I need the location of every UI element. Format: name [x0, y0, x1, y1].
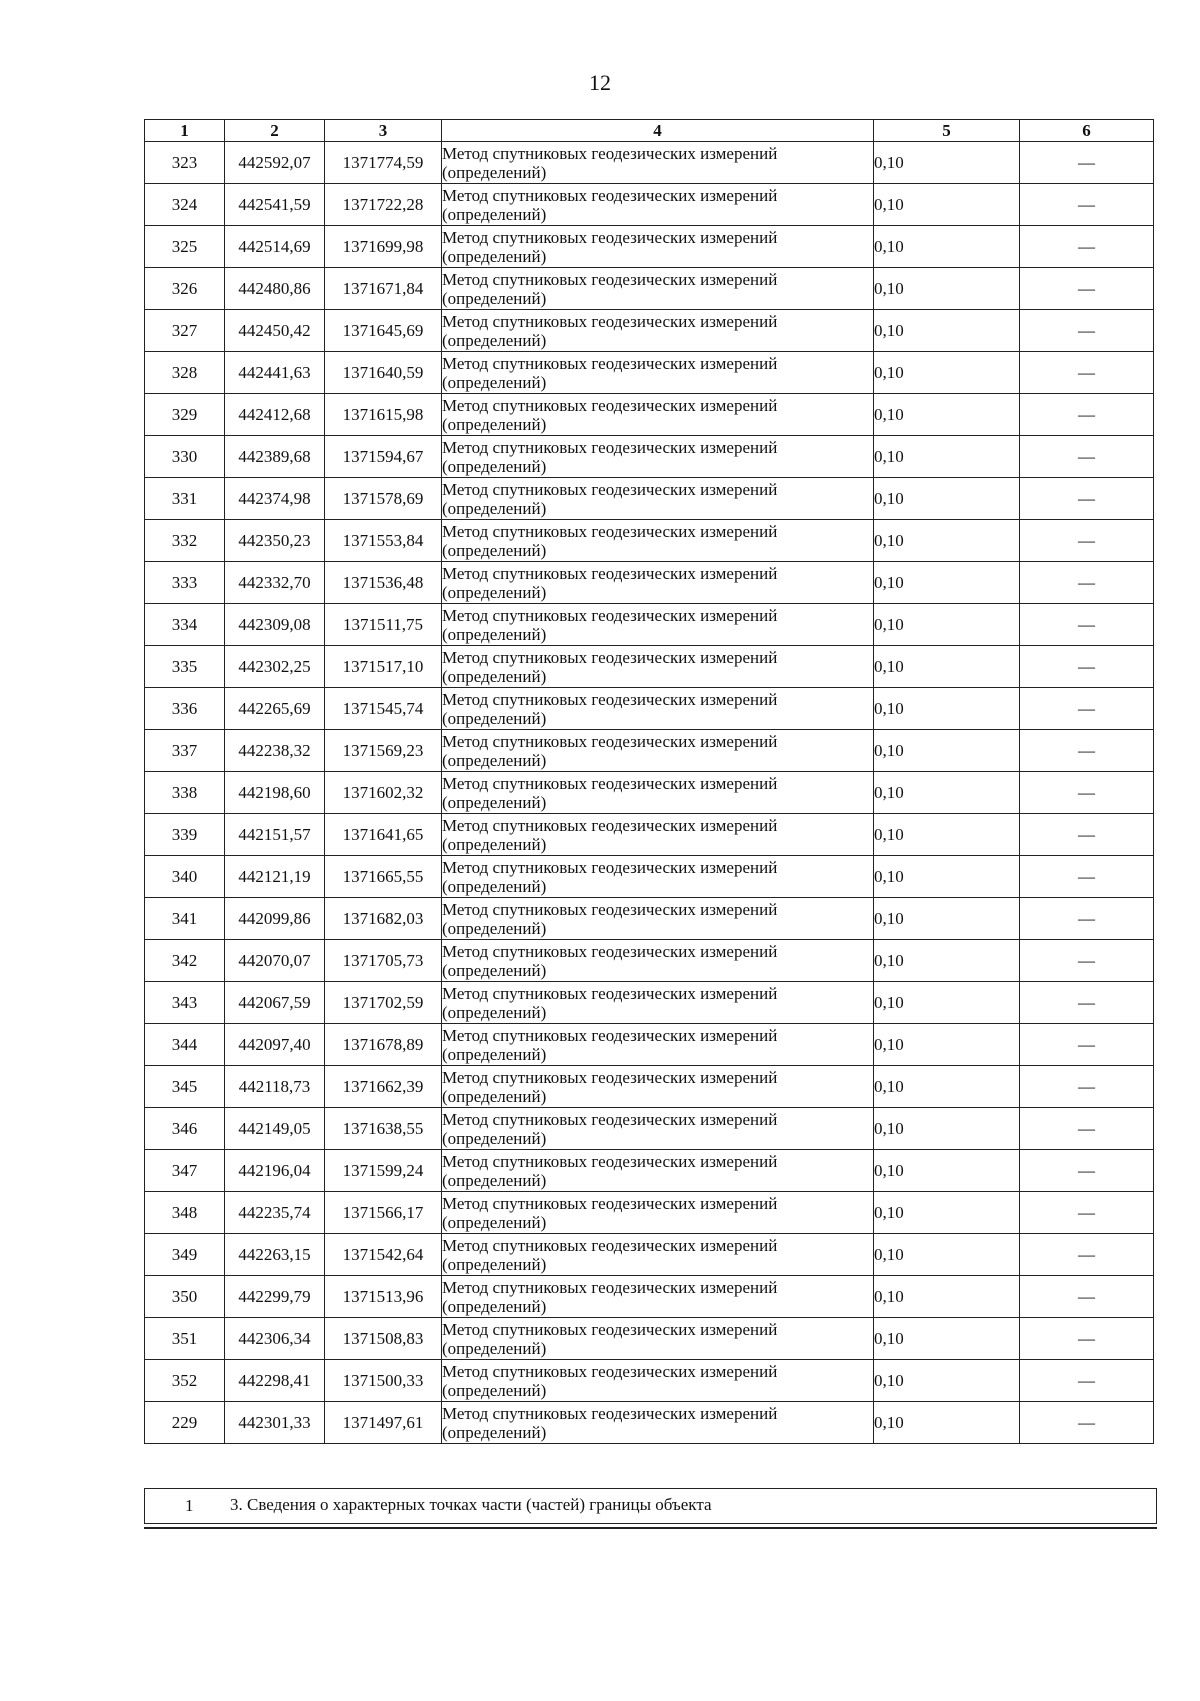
- method-cell: [442, 1234, 874, 1276]
- coordinates-table: [144, 119, 1154, 1444]
- method-line-1: Метод спутниковых геодезических измерений: [442, 605, 778, 625]
- table-row: [145, 898, 1154, 940]
- y-coordinate-cell: 1371678,89: [325, 1024, 442, 1066]
- method-line-1: Метод спутниковых геодезических измерений: [442, 1109, 778, 1129]
- table-row: [145, 982, 1154, 1024]
- method-cell: [442, 268, 874, 310]
- table-row: [145, 1276, 1154, 1318]
- point-number-cell: 351: [145, 1318, 225, 1360]
- point-number-cell: 348: [145, 1192, 225, 1234]
- y-coordinate-cell: 1371662,39: [325, 1066, 442, 1108]
- x-coordinate-cell: 442198,60: [225, 772, 325, 814]
- table-row: [145, 1150, 1154, 1192]
- method-line-2: (определений): [442, 162, 547, 182]
- method-line-2: (определений): [442, 498, 547, 518]
- accuracy-cell: 0,10: [874, 940, 1020, 982]
- description-cell: —: [1020, 436, 1154, 478]
- y-coordinate-cell: 1371511,75: [325, 604, 442, 646]
- table-row: [145, 856, 1154, 898]
- description-cell: —: [1020, 142, 1154, 184]
- x-coordinate-cell: 442441,63: [225, 352, 325, 394]
- description-cell: —: [1020, 1318, 1154, 1360]
- table-row: [145, 1402, 1154, 1444]
- method-line-2: (определений): [442, 1170, 547, 1190]
- method-line-2: (определений): [442, 1044, 547, 1064]
- description-cell: —: [1020, 982, 1154, 1024]
- method-line-1: Метод спутниковых геодезических измерений: [442, 185, 778, 205]
- method-line-1: Метод спутниковых геодезических измерений: [442, 1319, 778, 1339]
- method-line-1: Метод спутниковых геодезических измерений: [442, 941, 778, 961]
- method-cell: [442, 520, 874, 562]
- y-coordinate-cell: 1371536,48: [325, 562, 442, 604]
- method-line-2: (определений): [442, 246, 547, 266]
- column-header-3: 3: [325, 120, 442, 142]
- x-coordinate-cell: 442592,07: [225, 142, 325, 184]
- description-cell: —: [1020, 184, 1154, 226]
- method-line-2: (определений): [442, 1254, 547, 1274]
- point-number-cell: 324: [145, 184, 225, 226]
- y-coordinate-cell: 1371641,65: [325, 814, 442, 856]
- method-cell: [442, 1360, 874, 1402]
- table-row: [145, 436, 1154, 478]
- x-coordinate-cell: 442238,32: [225, 730, 325, 772]
- method-line-1: Метод спутниковых геодезических измерений: [442, 269, 778, 289]
- description-cell: —: [1020, 478, 1154, 520]
- y-coordinate-cell: 1371699,98: [325, 226, 442, 268]
- accuracy-cell: 0,10: [874, 1066, 1020, 1108]
- section-underline: [144, 1527, 1157, 1529]
- x-coordinate-cell: 442374,98: [225, 478, 325, 520]
- method-cell: [442, 1402, 874, 1444]
- accuracy-cell: 0,10: [874, 1318, 1020, 1360]
- method-line-2: (определений): [442, 876, 547, 896]
- method-line-2: (определений): [442, 918, 547, 938]
- method-line-2: (определений): [442, 1128, 547, 1148]
- method-line-1: Метод спутниковых геодезических измерений: [442, 983, 778, 1003]
- method-cell: [442, 940, 874, 982]
- x-coordinate-cell: 442541,59: [225, 184, 325, 226]
- method-cell: [442, 1066, 874, 1108]
- table-row: [145, 184, 1154, 226]
- x-coordinate-cell: 442149,05: [225, 1108, 325, 1150]
- description-cell: —: [1020, 1024, 1154, 1066]
- x-coordinate-cell: 442118,73: [225, 1066, 325, 1108]
- method-line-1: Метод спутниковых геодезических измерений: [442, 731, 778, 751]
- y-coordinate-cell: 1371497,61: [325, 1402, 442, 1444]
- method-line-2: (определений): [442, 1086, 547, 1106]
- description-cell: —: [1020, 1066, 1154, 1108]
- table-row: [145, 940, 1154, 982]
- method-line-2: (определений): [442, 456, 547, 476]
- method-cell: [442, 604, 874, 646]
- y-coordinate-cell: 1371594,67: [325, 436, 442, 478]
- method-line-1: Метод спутниковых геодезических измерений: [442, 1361, 778, 1381]
- description-cell: —: [1020, 940, 1154, 982]
- method-cell: [442, 142, 874, 184]
- x-coordinate-cell: 442301,33: [225, 1402, 325, 1444]
- description-cell: —: [1020, 646, 1154, 688]
- table-row: [145, 646, 1154, 688]
- method-line-2: (определений): [442, 792, 547, 812]
- x-coordinate-cell: 442450,42: [225, 310, 325, 352]
- point-number-cell: 328: [145, 352, 225, 394]
- method-cell: [442, 352, 874, 394]
- accuracy-cell: 0,10: [874, 352, 1020, 394]
- accuracy-cell: 0,10: [874, 268, 1020, 310]
- method-cell: [442, 646, 874, 688]
- y-coordinate-cell: 1371553,84: [325, 520, 442, 562]
- y-coordinate-cell: 1371500,33: [325, 1360, 442, 1402]
- x-coordinate-cell: 442302,25: [225, 646, 325, 688]
- y-coordinate-cell: 1371599,24: [325, 1150, 442, 1192]
- description-cell: —: [1020, 1402, 1154, 1444]
- column-header-1: 1: [145, 120, 225, 142]
- description-cell: —: [1020, 604, 1154, 646]
- method-line-1: Метод спутниковых геодезических измерений: [442, 437, 778, 457]
- description-cell: —: [1020, 310, 1154, 352]
- y-coordinate-cell: 1371671,84: [325, 268, 442, 310]
- method-line-1: Метод спутниковых геодезических измерений: [442, 689, 778, 709]
- point-number-cell: 332: [145, 520, 225, 562]
- method-cell: [442, 1108, 874, 1150]
- y-coordinate-cell: 1371774,59: [325, 142, 442, 184]
- accuracy-cell: 0,10: [874, 646, 1020, 688]
- method-line-2: (определений): [442, 330, 547, 350]
- table-row: [145, 730, 1154, 772]
- accuracy-cell: 0,10: [874, 478, 1020, 520]
- section-title: 3. Сведения о характерных точках части (частей) границы объекта: [230, 1495, 712, 1514]
- x-coordinate-cell: 442306,34: [225, 1318, 325, 1360]
- x-coordinate-cell: 442070,07: [225, 940, 325, 982]
- method-cell: [442, 772, 874, 814]
- table-body: [145, 142, 1154, 1444]
- method-line-2: (определений): [442, 1422, 547, 1442]
- x-coordinate-cell: 442309,08: [225, 604, 325, 646]
- table-row: [145, 352, 1154, 394]
- table-row: [145, 604, 1154, 646]
- y-coordinate-cell: 1371702,59: [325, 982, 442, 1024]
- accuracy-cell: 0,10: [874, 898, 1020, 940]
- x-coordinate-cell: 442196,04: [225, 1150, 325, 1192]
- y-coordinate-cell: 1371665,55: [325, 856, 442, 898]
- table-row: [145, 1360, 1154, 1402]
- y-coordinate-cell: 1371602,32: [325, 772, 442, 814]
- method-cell: [442, 310, 874, 352]
- method-line-2: (определений): [442, 708, 547, 728]
- accuracy-cell: 0,10: [874, 604, 1020, 646]
- method-line-1: Метод спутниковых геодезических измерений: [442, 143, 778, 163]
- y-coordinate-cell: 1371545,74: [325, 688, 442, 730]
- method-line-2: (определений): [442, 1380, 547, 1400]
- table-row: [145, 478, 1154, 520]
- point-number-cell: 336: [145, 688, 225, 730]
- method-cell: [442, 1150, 874, 1192]
- point-number-cell: 347: [145, 1150, 225, 1192]
- method-line-2: (определений): [442, 204, 547, 224]
- method-line-1: Метод спутниковых геодезических измерений: [442, 647, 778, 667]
- column-header-2: 2: [225, 120, 325, 142]
- description-cell: —: [1020, 688, 1154, 730]
- method-line-2: (определений): [442, 960, 547, 980]
- x-coordinate-cell: 442121,19: [225, 856, 325, 898]
- point-number-cell: 334: [145, 604, 225, 646]
- accuracy-cell: 0,10: [874, 730, 1020, 772]
- y-coordinate-cell: 1371682,03: [325, 898, 442, 940]
- method-line-1: Метод спутниковых геодезических измерений: [442, 1025, 778, 1045]
- description-cell: —: [1020, 814, 1154, 856]
- method-line-2: (определений): [442, 582, 547, 602]
- method-cell: [442, 1024, 874, 1066]
- method-line-2: (определений): [442, 288, 547, 308]
- description-cell: —: [1020, 562, 1154, 604]
- table-row: [145, 1024, 1154, 1066]
- description-cell: —: [1020, 1360, 1154, 1402]
- accuracy-cell: 0,10: [874, 1360, 1020, 1402]
- point-number-cell: 341: [145, 898, 225, 940]
- accuracy-cell: 0,10: [874, 1108, 1020, 1150]
- method-line-2: (определений): [442, 1212, 547, 1232]
- x-coordinate-cell: 442067,59: [225, 982, 325, 1024]
- point-number-cell: 326: [145, 268, 225, 310]
- accuracy-cell: 0,10: [874, 142, 1020, 184]
- point-number-cell: 343: [145, 982, 225, 1024]
- method-line-1: Метод спутниковых геодезических измерений: [442, 353, 778, 373]
- x-coordinate-cell: 442350,23: [225, 520, 325, 562]
- point-number-cell: 350: [145, 1276, 225, 1318]
- method-line-2: (определений): [442, 624, 547, 644]
- method-cell: [442, 982, 874, 1024]
- accuracy-cell: 0,10: [874, 772, 1020, 814]
- y-coordinate-cell: 1371542,64: [325, 1234, 442, 1276]
- description-cell: —: [1020, 772, 1154, 814]
- table-row: [145, 1108, 1154, 1150]
- x-coordinate-cell: 442514,69: [225, 226, 325, 268]
- method-line-2: (определений): [442, 1296, 547, 1316]
- method-line-2: (определений): [442, 666, 547, 686]
- column-header-6: 6: [1020, 120, 1154, 142]
- accuracy-cell: 0,10: [874, 1192, 1020, 1234]
- accuracy-cell: 0,10: [874, 1234, 1020, 1276]
- point-number-cell: 340: [145, 856, 225, 898]
- point-number-cell: 344: [145, 1024, 225, 1066]
- description-cell: —: [1020, 226, 1154, 268]
- x-coordinate-cell: 442298,41: [225, 1360, 325, 1402]
- method-cell: [442, 688, 874, 730]
- table-row: [145, 142, 1154, 184]
- method-cell: [442, 226, 874, 268]
- table-row: [145, 1234, 1154, 1276]
- table-row: [145, 1066, 1154, 1108]
- method-line-1: Метод спутниковых геодезических измерений: [442, 1277, 778, 1297]
- y-coordinate-cell: 1371722,28: [325, 184, 442, 226]
- x-coordinate-cell: 442263,15: [225, 1234, 325, 1276]
- y-coordinate-cell: 1371517,10: [325, 646, 442, 688]
- table-header: [145, 120, 1154, 142]
- method-line-1: Метод спутниковых геодезических измерений: [442, 1193, 778, 1213]
- accuracy-cell: 0,10: [874, 436, 1020, 478]
- point-number-cell: 349: [145, 1234, 225, 1276]
- description-cell: —: [1020, 1276, 1154, 1318]
- description-cell: —: [1020, 394, 1154, 436]
- method-line-2: (определений): [442, 750, 547, 770]
- column-header-4: 4: [442, 120, 874, 142]
- table-row: [145, 310, 1154, 352]
- accuracy-cell: 0,10: [874, 394, 1020, 436]
- table-row: [145, 1192, 1154, 1234]
- point-number-cell: 352: [145, 1360, 225, 1402]
- method-cell: [442, 856, 874, 898]
- method-cell: [442, 1192, 874, 1234]
- method-line-1: Метод спутниковых геодезических измерений: [442, 563, 778, 583]
- accuracy-cell: 0,10: [874, 310, 1020, 352]
- x-coordinate-cell: 442299,79: [225, 1276, 325, 1318]
- x-coordinate-cell: 442265,69: [225, 688, 325, 730]
- accuracy-cell: 0,10: [874, 856, 1020, 898]
- y-coordinate-cell: 1371645,69: [325, 310, 442, 352]
- y-coordinate-cell: 1371569,23: [325, 730, 442, 772]
- accuracy-cell: 0,10: [874, 982, 1020, 1024]
- x-coordinate-cell: 442412,68: [225, 394, 325, 436]
- description-cell: —: [1020, 1234, 1154, 1276]
- method-line-2: (определений): [442, 540, 547, 560]
- page-number: 12: [589, 70, 611, 95]
- y-coordinate-cell: 1371640,59: [325, 352, 442, 394]
- x-coordinate-cell: 442097,40: [225, 1024, 325, 1066]
- method-line-1: Метод спутниковых геодезических измерений: [442, 857, 778, 877]
- description-cell: —: [1020, 520, 1154, 562]
- method-line-2: (определений): [442, 414, 547, 434]
- method-cell: [442, 1276, 874, 1318]
- point-number-cell: 337: [145, 730, 225, 772]
- method-line-1: Метод спутниковых геодезических измерений: [442, 1403, 778, 1423]
- accuracy-cell: 0,10: [874, 1276, 1020, 1318]
- x-coordinate-cell: 442480,86: [225, 268, 325, 310]
- method-cell: [442, 1318, 874, 1360]
- accuracy-cell: 0,10: [874, 184, 1020, 226]
- x-coordinate-cell: 442151,57: [225, 814, 325, 856]
- point-number-cell: 331: [145, 478, 225, 520]
- table-row: [145, 226, 1154, 268]
- table-row: [145, 772, 1154, 814]
- table-row: [145, 394, 1154, 436]
- point-number-cell: 325: [145, 226, 225, 268]
- table-row: [145, 562, 1154, 604]
- point-number-cell: 339: [145, 814, 225, 856]
- accuracy-cell: 0,10: [874, 1402, 1020, 1444]
- point-number-cell: 346: [145, 1108, 225, 1150]
- method-cell: [442, 730, 874, 772]
- description-cell: —: [1020, 898, 1154, 940]
- point-number-cell: 342: [145, 940, 225, 982]
- accuracy-cell: 0,10: [874, 1150, 1020, 1192]
- accuracy-cell: 0,10: [874, 226, 1020, 268]
- method-cell: [442, 562, 874, 604]
- description-cell: —: [1020, 268, 1154, 310]
- method-cell: [442, 436, 874, 478]
- column-header-5: 5: [874, 120, 1020, 142]
- point-number-cell: 345: [145, 1066, 225, 1108]
- point-number-cell: 330: [145, 436, 225, 478]
- method-line-1: Метод спутниковых геодезических измерений: [442, 815, 778, 835]
- description-cell: —: [1020, 352, 1154, 394]
- point-number-cell: 327: [145, 310, 225, 352]
- method-line-1: Метод спутниковых геодезических измерений: [442, 521, 778, 541]
- y-coordinate-cell: 1371615,98: [325, 394, 442, 436]
- description-cell: —: [1020, 730, 1154, 772]
- table-row: [145, 814, 1154, 856]
- method-line-1: Метод спутниковых геодезических измерений: [442, 311, 778, 331]
- method-line-1: Метод спутниковых геодезических измерений: [442, 395, 778, 415]
- method-cell: [442, 478, 874, 520]
- section-number: 1: [185, 1496, 194, 1515]
- section-heading-box: [144, 1488, 1157, 1524]
- method-line-1: Метод спутниковых геодезических измерений: [442, 1235, 778, 1255]
- method-line-2: (определений): [442, 834, 547, 854]
- accuracy-cell: 0,10: [874, 1024, 1020, 1066]
- method-line-2: (определений): [442, 1002, 547, 1022]
- method-line-1: Метод спутниковых геодезических измерений: [442, 1067, 778, 1087]
- description-cell: —: [1020, 1108, 1154, 1150]
- method-cell: [442, 814, 874, 856]
- table-row: [145, 268, 1154, 310]
- accuracy-cell: 0,10: [874, 520, 1020, 562]
- point-number-cell: 338: [145, 772, 225, 814]
- method-line-1: Метод спутниковых геодезических измерений: [442, 479, 778, 499]
- description-cell: —: [1020, 1150, 1154, 1192]
- y-coordinate-cell: 1371513,96: [325, 1276, 442, 1318]
- method-line-1: Метод спутниковых геодезических измерений: [442, 227, 778, 247]
- table-row: [145, 520, 1154, 562]
- x-coordinate-cell: 442099,86: [225, 898, 325, 940]
- y-coordinate-cell: 1371578,69: [325, 478, 442, 520]
- method-cell: [442, 394, 874, 436]
- accuracy-cell: 0,10: [874, 562, 1020, 604]
- method-line-2: (определений): [442, 372, 547, 392]
- point-number-cell: 333: [145, 562, 225, 604]
- method-line-1: Метод спутниковых геодезических измерений: [442, 773, 778, 793]
- method-cell: [442, 898, 874, 940]
- point-number-cell: 329: [145, 394, 225, 436]
- y-coordinate-cell: 1371638,55: [325, 1108, 442, 1150]
- point-number-cell: 229: [145, 1402, 225, 1444]
- x-coordinate-cell: 442235,74: [225, 1192, 325, 1234]
- x-coordinate-cell: 442332,70: [225, 562, 325, 604]
- point-number-cell: 335: [145, 646, 225, 688]
- table-row: [145, 688, 1154, 730]
- accuracy-cell: 0,10: [874, 688, 1020, 730]
- method-line-1: Метод спутниковых геодезических измерений: [442, 899, 778, 919]
- point-number-cell: 323: [145, 142, 225, 184]
- method-line-2: (определений): [442, 1338, 547, 1358]
- y-coordinate-cell: 1371705,73: [325, 940, 442, 982]
- method-cell: [442, 184, 874, 226]
- table-row: [145, 1318, 1154, 1360]
- y-coordinate-cell: 1371566,17: [325, 1192, 442, 1234]
- method-line-1: Метод спутниковых геодезических измерений: [442, 1151, 778, 1171]
- description-cell: —: [1020, 1192, 1154, 1234]
- description-cell: —: [1020, 856, 1154, 898]
- y-coordinate-cell: 1371508,83: [325, 1318, 442, 1360]
- x-coordinate-cell: 442389,68: [225, 436, 325, 478]
- accuracy-cell: 0,10: [874, 814, 1020, 856]
